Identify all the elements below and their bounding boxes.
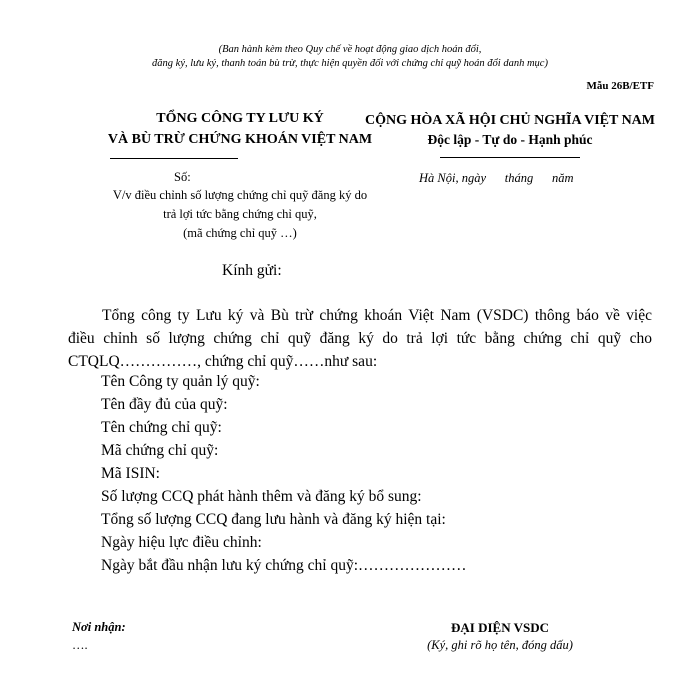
recipients-value: …. — [72, 638, 88, 652]
field-certificate-code: Mã chứng chỉ quỹ: — [101, 442, 219, 459]
subject-line2: trả lợi tức bằng chứng chỉ quỹ, — [163, 207, 317, 221]
subject-line3: (mã chứng chỉ quỹ …) — [183, 226, 297, 240]
paragraph-line3: CTQLQ……………, chứng chỉ quỹ……như sau: — [68, 353, 378, 370]
greeting: Kính gửi: — [222, 262, 282, 279]
org-name-line1: TỔNG CÔNG TY LƯU KÝ — [156, 111, 324, 126]
recipients-label: Nơi nhận: — [72, 620, 126, 634]
field-isin: Mã ISIN: — [101, 465, 160, 482]
signer-title: ĐẠI DIỆN VSDC — [450, 620, 549, 635]
paragraph-line2: điều chỉnh số lượng chứng chỉ quỹ đăng ký do trả lợi tức bằng chứng chỉ quỹ cho — [68, 330, 652, 347]
paragraph-line1: Tổng công ty Lưu ký và Bù trừ chứng khoán Việt Nam (VSDC) thông báo về việc — [102, 307, 652, 324]
place-date: Hà Nội, ngày tháng năm — [419, 171, 574, 185]
document-number-label: Số: — [174, 170, 191, 184]
regulation-note-line1: (Ban hành kèm theo Quy chế về hoạt động giao dịch hoán đổi, — [218, 44, 482, 55]
field-fund-full-name: Tên đầy đủ của quỹ: — [101, 396, 228, 413]
field-total-outstanding-quantity: Tổng số lượng CCQ đang lưu hành và đăng ký hiện tại: — [101, 511, 446, 528]
motto-underline — [440, 157, 580, 158]
org-underline — [110, 158, 238, 159]
main-paragraph — [68, 304, 652, 373]
field-additional-issued-quantity: Số lượng CCQ phát hành thêm và đăng ký bổ sung: — [101, 488, 422, 505]
form-code: Mẫu 26B/ETF — [586, 80, 654, 92]
national-motto: Độc lập - Tự do - Hạnh phúc — [427, 132, 593, 147]
org-name-line2: VÀ BÙ TRỪ CHỨNG KHOÁN VIỆT NAM — [107, 132, 373, 147]
field-fund-management-company: Tên Công ty quản lý quỹ: — [101, 373, 260, 390]
field-effective-date: Ngày hiệu lực điều chỉnh: — [101, 534, 262, 551]
field-custody-start-date: Ngày bắt đầu nhận lưu ký chứng chỉ quỹ:………………… — [101, 557, 467, 574]
field-certificate-name: Tên chứng chỉ quỹ: — [101, 419, 222, 436]
regulation-note-line2: đăng ký, lưu ký, thanh toán bù trừ, thực hiện quyền đối với chứng chỉ quỹ hoán đổi danh mục) — [152, 58, 548, 69]
signer-note: (Ký, ghi rõ họ tên, đóng dấu) — [427, 638, 573, 652]
nation-title: CỘNG HÒA XÃ HỘI CHỦ NGHĨA VIỆT NAM — [364, 113, 655, 128]
subject-line1: V/v điều chỉnh số lượng chứng chỉ quỹ đăng ký do — [112, 188, 368, 202]
